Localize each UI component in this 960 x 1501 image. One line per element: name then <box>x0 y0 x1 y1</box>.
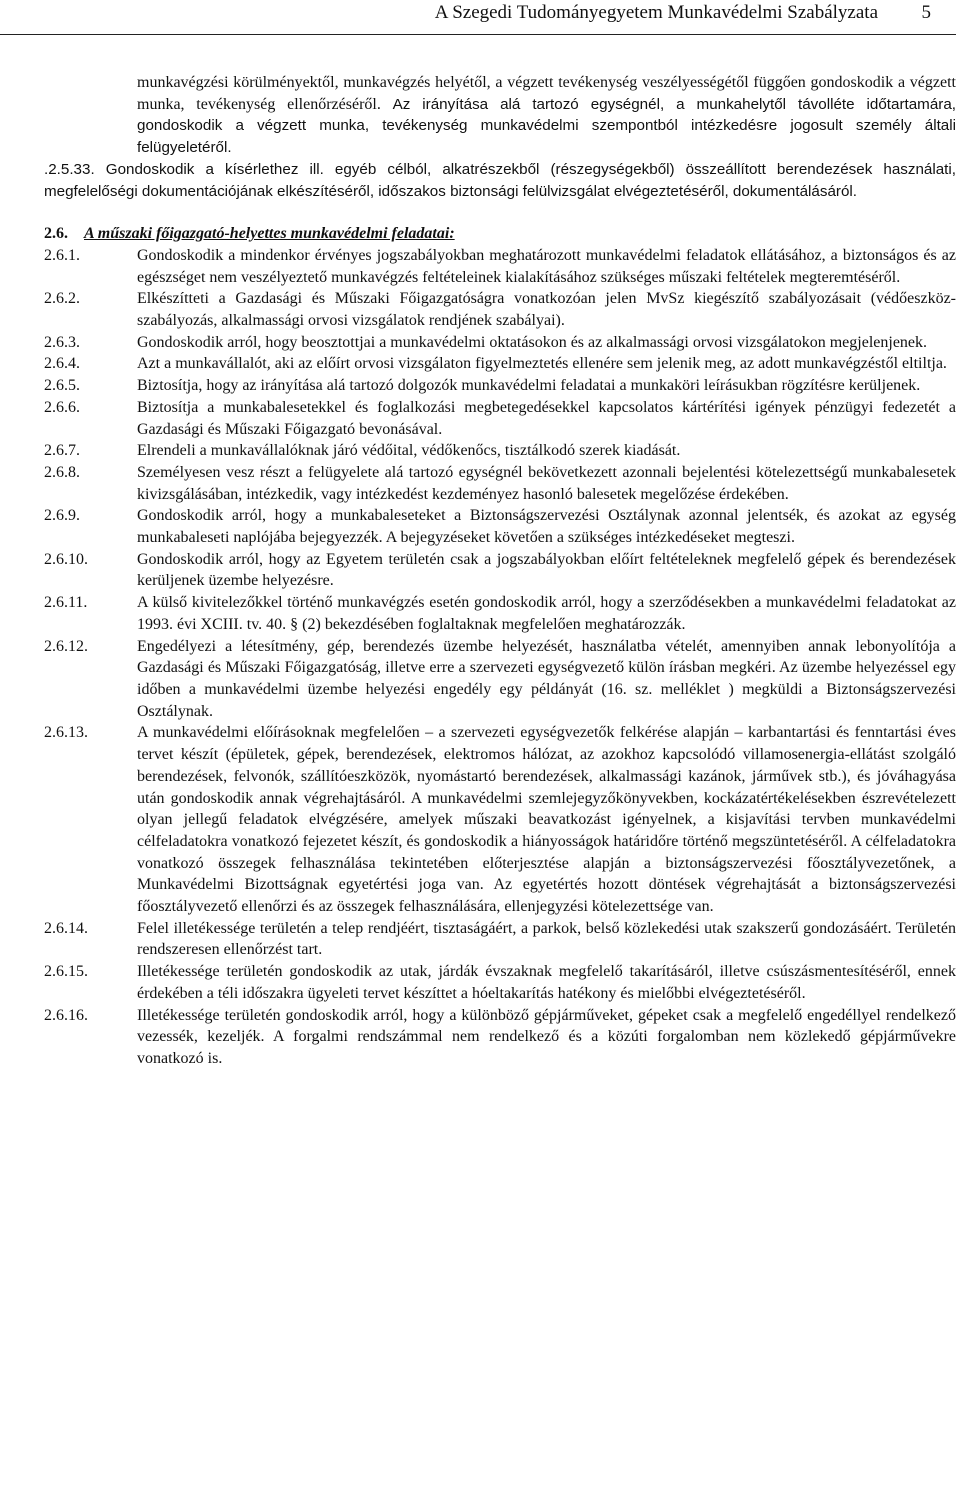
item-number: 2.6.12. <box>44 637 88 655</box>
intro-text-continued: Az irányítása alá tartozó egységnél, a munkahelytől távolléte időtartamára, gondoskodik a végzett munka, tevékenység munkavédelmi szempontból intézkedésre jogosult személy általi felügyeletéről. <box>137 95 956 157</box>
list-item <box>44 1005 956 1070</box>
header-title: A Szegedi Tudományegyetem Munkavédelmi Szabályzata <box>434 2 878 23</box>
item-text: Gondoskodik arról, hogy a munkabaleseteket a Biztonságszervezési Osztálynak azonnal jelentsék, és azokat az egység munkabaleseti naplójába bejegyezzék. A bejegyzéseket követően a szükséges intézkedéseket megteszi. <box>137 507 956 547</box>
item-text: A munkavédelmi előírásoknak megfelelően – a szervezeti egységvezetők felkérése alapján – karbantartási és fenntartási éves tervet készít (épületek, gépek, berendezések, elektromos hálózat, az azokhoz kapcsolódó villamosenergia-ellátást szolgáló berendezések, felvonók, szállítóeszközök, nyomástartó berendezések, alkalmassági kazánok, járművek stb.), és jóváhagyása után gondoskodik annak végrehajtásáról. A munkavédelmi szemlejegyzőkönyvekben, kockázatértékelésekben észrevételezett olyan jellegű feladatok elvégzésére, amelyek műszaki beavatkozást igényelnek, a kisjavítási tervben munkavédelmi célfeladatokra vonatkozó fejezetet készít, és gondoskodik a hiányosságok határidőre történő megszüntetéséről. A célfeladatokra vonatkozó összegek felhasználása tekintetében előterjesztése alapján a biztonságszervezési főosztályvezetőnek, a Munkavédelmi Bizottságnak egyetértési joga van. Az egyetértés hozott döntések végrehajtását a biztonságszervezési főosztályvezető ellenőrzi és az összegek felhasználására, ellenjegyzési kötelezettsége van. <box>137 724 956 916</box>
item-number: 2.6.15. <box>44 963 88 981</box>
item-number: 2.6.13. <box>44 724 88 742</box>
section-title: A műszaki főigazgató-helyettes munkavédelmi feladatai: <box>84 225 455 243</box>
list-item <box>44 397 956 440</box>
item-text: Személyesen vesz részt a felügyelete alá tartozó egységnél bekövetkezett azonnali bejelentési kötelezettségű munkabalesetek kivizsgálásában, intézkedik, vagy intézkedést kezdeményez hasonló balesetek megelőzése érdekében. <box>137 463 956 503</box>
section-heading <box>44 223 956 245</box>
list-item <box>44 722 956 917</box>
header-divider <box>0 34 956 35</box>
item-text: Elkészítteti a Gazdasági és Műszaki Főigazgatóságra vonatkozóan jelen MvSz kiegészítő szabályozásait (védőeszköz-szabályozás, alkalmassági orvosi vizsgálatok rendjének szabályai). <box>137 290 956 330</box>
item-number: 2.6.4. <box>44 355 80 373</box>
item-number: 2.6.9. <box>44 507 80 525</box>
item-number: 2.6.14. <box>44 919 88 937</box>
list-item <box>44 549 956 592</box>
item-text: Engedélyezi a létesítmény, gép, berendezés üzembe helyezését, használatba vételét, amennyiben annak lebonyolítója a Gazdasági és Műszaki Főigazgatóság, illetve erre a szervezeti egységvezető külön írásban megkéri. Az üzembe helyezéssel egy időben a munkavédelmi üzembe helyezési engedély egy példányát (16. sz. melléklet ) megküldi a Biztonságszervezési Osztálynak. <box>137 637 956 720</box>
item-2-5-33 <box>44 159 956 202</box>
item-number: 2.6.3. <box>44 333 80 351</box>
section-number: 2.6. <box>44 225 68 243</box>
list-item <box>44 505 956 548</box>
item-text: A külső kivitelezőkkel történő munkavégzés esetén gondoskodik arról, hogy a szerződésekben a munkavédelmi feladatokat az 1993. évi XCIII. tv. 40. § (2) bekezdésében foglaltaknak megfelelően meghatározzák. <box>137 594 956 633</box>
item-number: 2.6.5. <box>44 377 80 395</box>
document-body <box>44 72 956 1070</box>
item-number: 2.6.8. <box>44 463 80 481</box>
item-number: 2.6.2. <box>44 290 80 308</box>
item-text: Gondoskodik a mindenkor érvényes jogszabályokban meghatározott munkavédelmi feladatok ellátásához, a biztonságos és az egészséget nem veszélyeztető munkavégzés feltételeinek kialakításához szükséges műszaki feltételek megteremtéséről. <box>137 246 956 286</box>
list-item <box>44 961 956 1004</box>
item-list <box>44 245 956 1070</box>
item-number: 2.6.11. <box>44 594 88 612</box>
page-number: 5 <box>921 2 931 23</box>
list-item <box>44 245 956 288</box>
item-text: Gondoskodik arról, hogy beosztottjai a munkavédelmi oktatásokon és az alkalmassági orvosi vizsgálatokon megjelenjenek. <box>137 333 928 351</box>
intro-text: munkavégzési körülményektől, munkavégzés helyétől, a végzett tevékenység veszélyességétől függően gondoskodik a végzett munka, tevékenység ellenőrzéséről. <box>137 74 956 113</box>
item-text: Biztosítja a munkabalesetekkel és foglalkozási megbetegedésekkel kapcsolatos kártérítési igények pénzügyi fedezetét a Gazdasági és Műszaki Főigazgató bevonásával. <box>137 398 956 438</box>
item-number: 2.6.7. <box>44 442 80 460</box>
item-number: 2.6.10. <box>44 550 88 568</box>
item-number: 2.6.6. <box>44 398 80 416</box>
list-item <box>44 636 956 723</box>
list-item <box>44 332 956 354</box>
item-text: Gondoskodik arról, hogy az Egyetem területén csak a jogszabályokban előírt feltételeknek megfelelő gépek és berendezések kerüljenek üzembe helyezésre. <box>137 550 956 590</box>
item-text: Elrendeli a munkavállalóknak járó védőital, védőkenőcs, tisztálkodó szerek kiadását. <box>137 442 681 460</box>
list-item <box>44 918 956 961</box>
item-text: Felel illetékessége területén a telep rendjéért, tisztaságáért, a parkok, belső közlekedési utak szakszerű gondozásáért. Területén rendszeresen ellenőrzést tart. <box>137 919 956 959</box>
item-text: Biztosítja, hogy az irányítása alá tartozó dolgozók munkavédelmi feladatai a munkaköri leírásukban rögzítésre kerüljenek. <box>137 377 921 395</box>
list-item <box>44 592 956 635</box>
list-item <box>44 288 956 331</box>
item-number: .2.5.33. <box>44 160 95 178</box>
item-text: Illetékessége területén gondoskodik arról, hogy a különböző gépjárműveket, gépeket csak a megfelelő engedéllyel rendelkező vezessék, kezeljék. A forgalmi rendszámmal nem rendelkező és a közúti forgalomban nem közlekedő gépjárművekre vonatkozó is. <box>137 1006 956 1067</box>
item-number: 2.6.16. <box>44 1006 88 1024</box>
item-text: Azt a munkavállalót, aki az előírt orvosi vizsgálaton figyelmeztetés ellenére sem jelenik meg, az adott munkavégzéstől eltiltja. <box>137 355 947 373</box>
list-item <box>44 375 956 397</box>
item-text: Gondoskodik a kísérlethez ill. egyéb célból, alkatrészekből (részegységekből) összeállított berendezések használati, megfelelőségi dokumentációjának elkészítéséről, időszakos biztonsági felülvizsgálat elvégeztetéséről, dokumentálásáról. <box>44 160 956 200</box>
page-header <box>0 0 960 26</box>
item-text: Illetékessége területén gondoskodik az utak, járdák évszaknak megfelelő takarításáról, illetve csúszásmentesítéséről, ennek érdekében a téli időszakra ügyeleti tervet készíttet a hóeltakarítás hatékony és mielőbbi elvégeztetéséről. <box>137 963 956 1002</box>
item-number: 2.6.1. <box>44 246 80 264</box>
intro-paragraph <box>137 72 956 159</box>
list-item <box>44 353 956 375</box>
list-item <box>44 462 956 505</box>
list-item <box>44 440 956 462</box>
